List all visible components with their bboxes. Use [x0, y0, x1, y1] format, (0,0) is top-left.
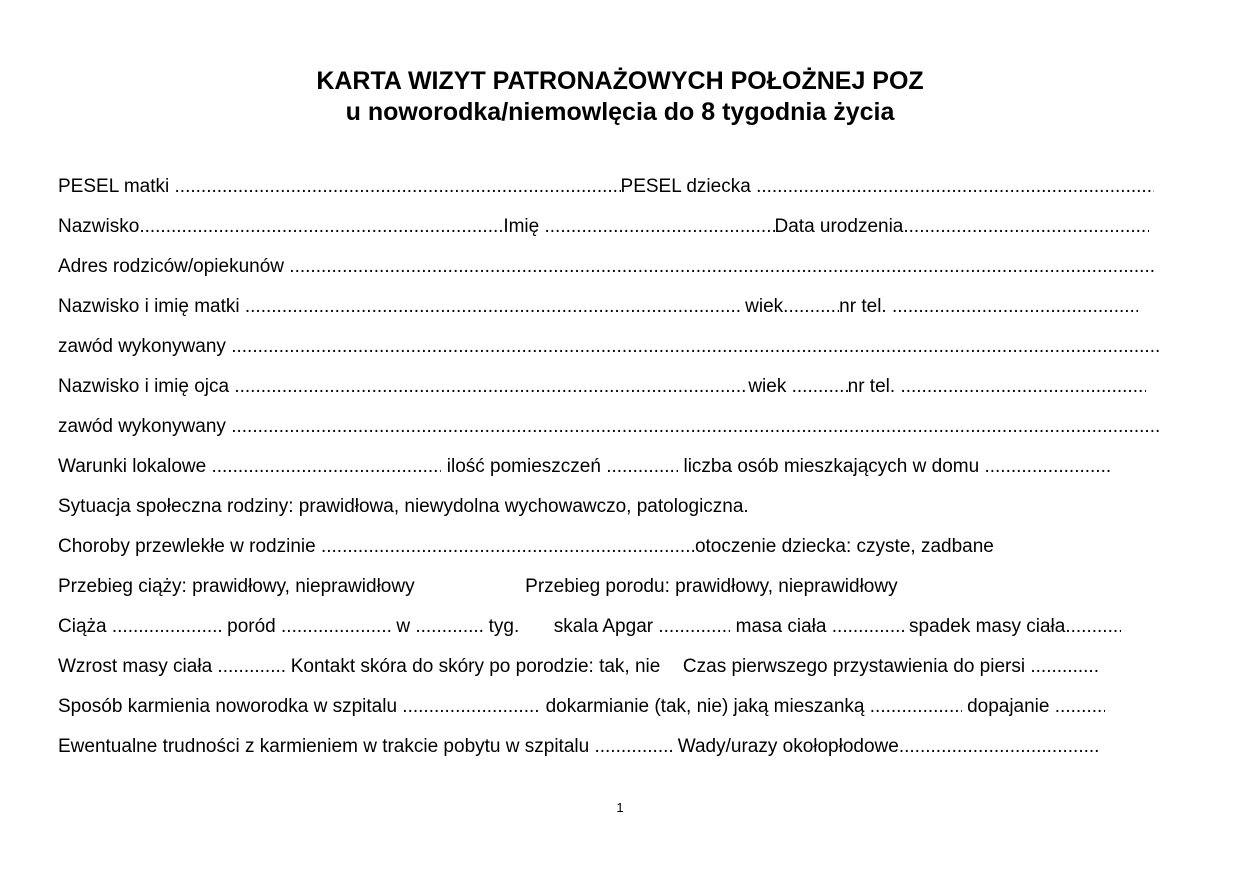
field-zawod-matki[interactable]: [231, 335, 1161, 359]
row-feeding: [58, 695, 1188, 719]
field-imie[interactable]: [545, 215, 775, 239]
label-dokarmianie: dokarmianie (tak, nie) jaką mieszanką: [545, 696, 865, 717]
field-spadek[interactable]: [1065, 615, 1121, 639]
row-father-job: [58, 415, 1188, 439]
field-wzrost[interactable]: [217, 655, 285, 679]
field-ilosc-pomieszczen[interactable]: [606, 455, 678, 479]
field-ciaza[interactable]: [112, 615, 222, 639]
field-pesel-matki[interactable]: [175, 175, 621, 199]
label-kontakt: Kontakt skóra do skóry po porodzie: tak, nie: [290, 656, 661, 677]
label-nazwisko: Nazwisko: [58, 216, 140, 237]
field-sposob[interactable]: [402, 695, 540, 719]
label-choroby: Choroby przewlekłe w rodzinie: [58, 536, 316, 557]
row-address: [58, 255, 1188, 279]
label-warunki: Warunki lokalowe: [58, 456, 207, 477]
row-difficulties: [58, 735, 1188, 759]
row-father: [58, 375, 1188, 399]
label-czas: Czas pierwszego przystawienia do piersi: [682, 656, 1026, 677]
field-porod[interactable]: [281, 615, 391, 639]
row-diseases: [58, 535, 1188, 559]
row-pregnancy: [58, 615, 1188, 639]
field-pesel-dziecka[interactable]: [756, 175, 1154, 199]
label-wzrost: Wzrost masy ciała: [58, 656, 213, 677]
field-nazwisko-ojca[interactable]: [234, 375, 748, 399]
row-course: [58, 575, 1188, 599]
field-czas[interactable]: [1030, 655, 1098, 679]
label-dopajanie: dopajanie: [967, 696, 1050, 717]
field-trudnosci[interactable]: [594, 735, 672, 759]
field-zawod-ojca[interactable]: [231, 415, 1161, 439]
field-warunki[interactable]: [211, 455, 441, 479]
label-w: w: [396, 616, 411, 637]
field-wady[interactable]: [899, 735, 1099, 759]
form-subtitle: u noworodka/niemowlęcia do 8 tygodnia życia: [345, 98, 895, 126]
row-pesel: [58, 175, 1188, 199]
label-wiek-matki: wiek: [745, 296, 784, 317]
label-tyg: tyg.: [488, 616, 520, 637]
field-tel-ojca[interactable]: [900, 375, 1146, 399]
form-title: KARTA WIZYT PATRONAŻOWYCH POŁOŻNEJ POZ: [316, 67, 924, 95]
label-sposob: Sposób karmienia noworodka w szpitalu: [58, 696, 398, 717]
label-masa: masa ciała: [735, 616, 827, 637]
label-nazwisko-matki: Nazwisko i imię matki: [58, 296, 240, 317]
label-porod: poród: [227, 616, 276, 637]
row-weight: [58, 655, 1188, 679]
label-spadek: spadek masy ciała: [909, 616, 1066, 637]
row-mother: [58, 295, 1188, 319]
label-imie: Imię: [503, 216, 540, 237]
row-housing: [58, 455, 1188, 479]
field-wiek-matki[interactable]: [783, 295, 839, 319]
label-liczba-osob: liczba osób mieszkających w domu: [683, 456, 980, 477]
label-przebieg-porodu: Przebieg porodu: prawidłowy, nieprawidłowy: [525, 576, 898, 597]
field-tel-matki[interactable]: [892, 295, 1138, 319]
label-trudnosci: Ewentualne trudności z karmieniem w trakcie pobytu w szpitalu: [58, 736, 590, 757]
field-dopajanie[interactable]: [1055, 695, 1105, 719]
label-wady: Wady/urazy okołopłodowe: [677, 736, 899, 757]
field-adres[interactable]: [289, 255, 1154, 279]
field-apgar[interactable]: [658, 615, 730, 639]
field-nazwisko[interactable]: [139, 215, 503, 239]
label-ilosc-pomieszczen: ilość pomieszczeń: [446, 456, 601, 477]
field-dokarmianie[interactable]: [870, 695, 962, 719]
row-names: [58, 215, 1188, 239]
label-nazwisko-ojca: Nazwisko i imię ojca: [58, 376, 230, 397]
label-pesel-dziecka: PESEL dziecka: [620, 176, 751, 197]
label-otoczenie: otoczenie dziecka: czyste, zadbane: [694, 536, 994, 557]
label-data-urodzenia: Data urodzenia: [774, 216, 904, 237]
field-data-urodzenia[interactable]: [903, 215, 1149, 239]
page-number: 1: [616, 800, 624, 815]
field-wiek-ojca[interactable]: [792, 375, 848, 399]
field-liczba-osob[interactable]: [984, 455, 1112, 479]
field-tydzien[interactable]: [415, 615, 483, 639]
field-nazwisko-matki[interactable]: [245, 295, 740, 319]
label-zawod-ojca: zawód wykonywany: [58, 416, 226, 437]
label-wiek-ojca: wiek: [748, 376, 787, 397]
label-pesel-matki: PESEL matki: [58, 176, 170, 197]
label-apgar: skala Apgar: [553, 616, 654, 637]
field-choroby[interactable]: [321, 535, 695, 559]
label-adres: Adres rodziców/opiekunów: [58, 256, 285, 277]
label-przebieg-ciazy: Przebieg ciąży: prawidłowy, nieprawidłowy: [58, 576, 415, 597]
field-masa[interactable]: [832, 615, 904, 639]
row-mother-job: [58, 335, 1188, 359]
label-zawod-matki: zawód wykonywany: [58, 336, 226, 357]
label-tel-matki: nr tel.: [839, 296, 887, 317]
row-social: [58, 495, 1188, 519]
label-tel-ojca: nr tel.: [847, 376, 896, 397]
label-sytuacja: Sytuacja społeczna rodziny: prawidłowa, niewydolna wychowawczo, patologiczna.: [58, 496, 749, 517]
label-ciaza: Ciąża: [58, 616, 107, 637]
